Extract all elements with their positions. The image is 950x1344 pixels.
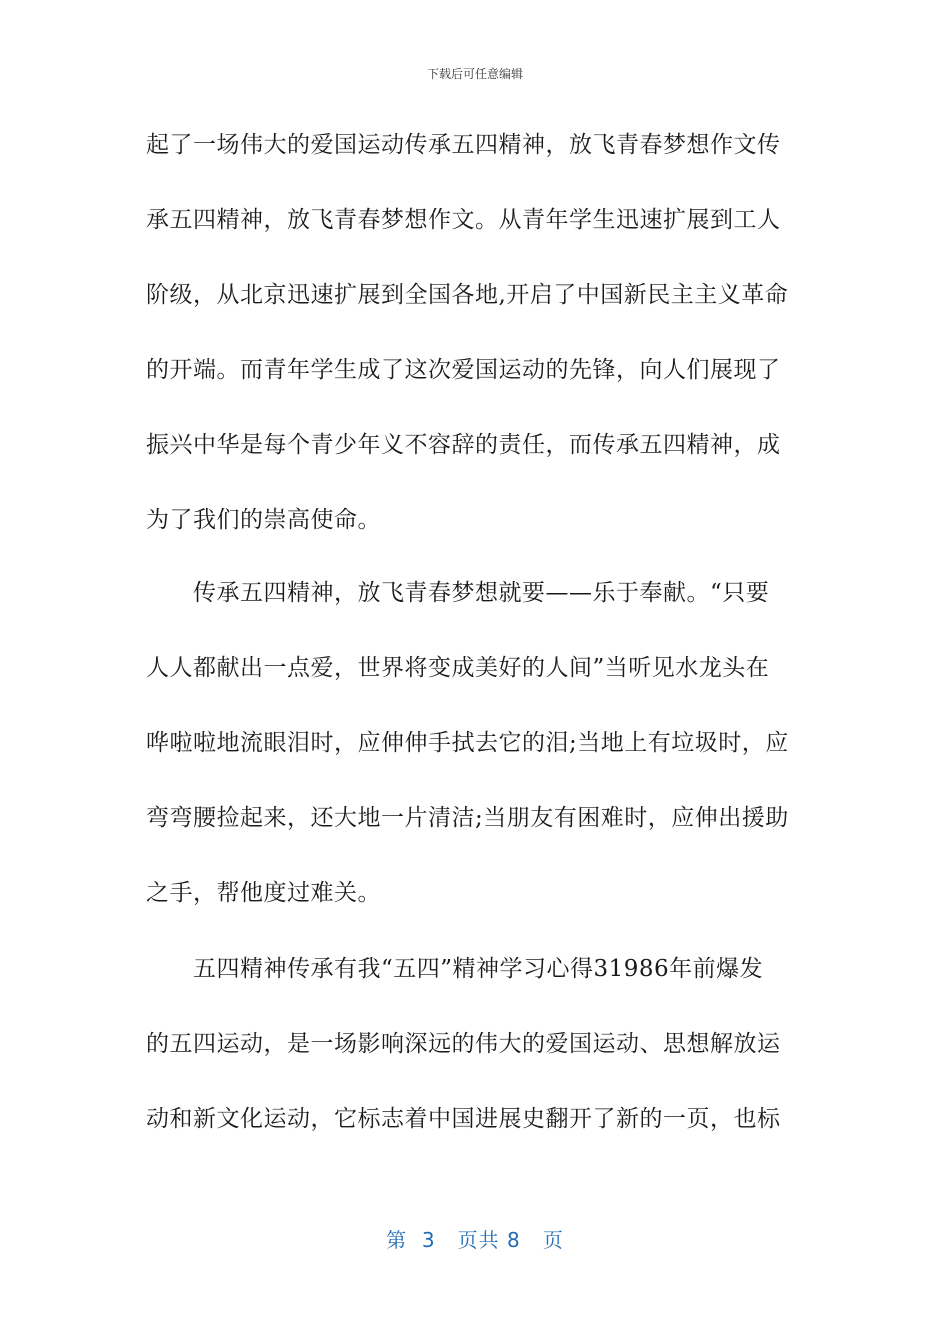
footer-middle: 页共: [457, 1228, 500, 1252]
total-pages-number: 8: [507, 1228, 521, 1252]
current-page-number: 3: [421, 1228, 436, 1252]
text-line: 人人都献出一点爱，世界将变成美好的人间”当听见水龙头在: [146, 655, 770, 681]
text-line: 阶级，从北京迅速扩展到全国各地,开启了中国新民主主义革命: [146, 282, 789, 308]
text-line: 为了我们的崇高使命。: [146, 507, 381, 533]
page-footer: [0, 1227, 950, 1253]
text-line: 承五四精神，放飞青春梦想作文。从青年学生迅速扩展到工人: [146, 207, 781, 233]
text-line: 五四精神传承有我“五四”精神学习心得31986年前爆发: [146, 956, 764, 982]
page-header: 下载后可任意编辑: [426, 67, 523, 81]
text-line: 传承五四精神，放飞青春梦想就要——乐于奉献。“只要: [146, 580, 770, 606]
text-line: 的开端。而青年学生成了这次爱国运动的先锋，向人们展现了: [146, 357, 781, 383]
text-line: 动和新文化运动，它标志着中国进展史翻开了新的一页，也标: [146, 1106, 781, 1132]
footer-suffix: 页: [542, 1228, 564, 1252]
text-line: 的五四运动，是一场影响深远的伟大的爱国运动、思想解放运: [146, 1031, 781, 1057]
text-line: 之手，帮他度过难关。: [146, 880, 381, 906]
footer-prefix: 第: [386, 1228, 408, 1252]
text-line: 振兴中华是每个青少年义不容辞的责任，而传承五四精神，成: [146, 432, 781, 458]
text-line: 弯弯腰捡起来，还大地一片清洁;当朋友有困难时，应伸出援助: [146, 805, 789, 831]
text-line: 起了一场伟大的爱国运动传承五四精神，放飞青春梦想作文传: [146, 132, 781, 158]
text-line: 哗啦啦地流眼泪时，应伸伸手拭去它的泪;当地上有垃圾时，应: [146, 730, 789, 756]
